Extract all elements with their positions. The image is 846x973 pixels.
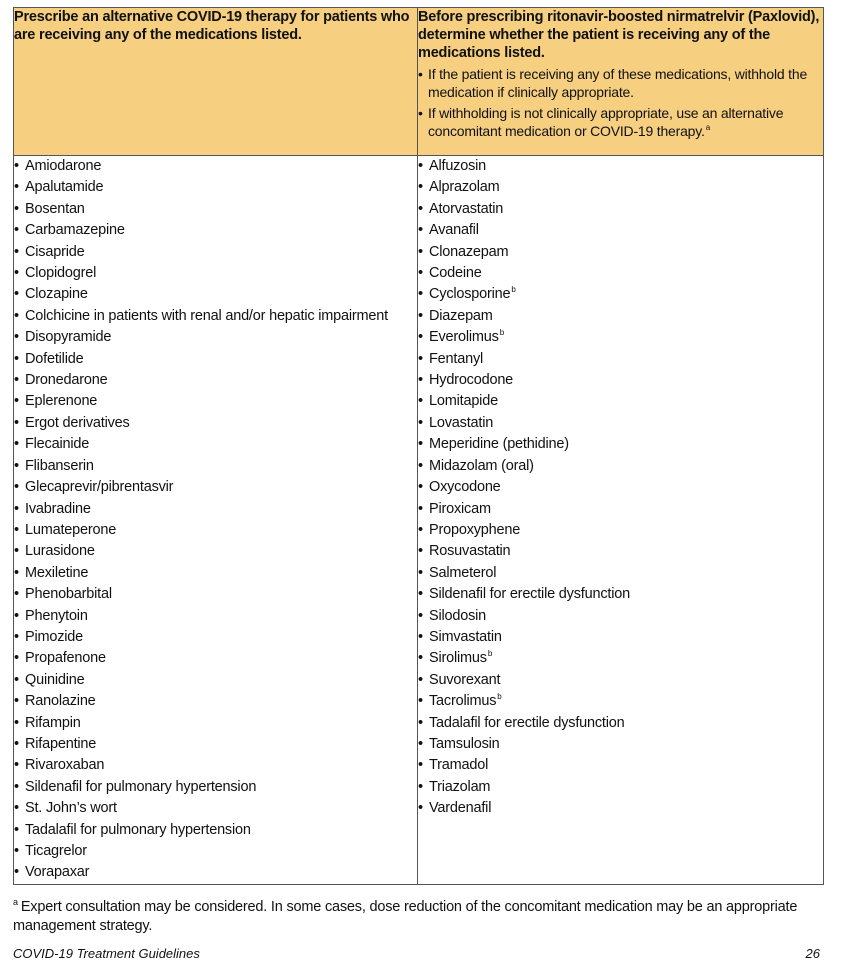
footnote [13,898,813,936]
medication-item-label: Rifampin [25,714,81,731]
header-bullet-label: If the patient is receiving any of these medications, withhold the medication if clinically appropriate. [428,66,808,100]
medication-item-label: Rifapentine [25,735,97,752]
medication-item [418,284,823,305]
medication-item [14,713,417,734]
left-medications-cell [14,156,418,885]
medication-item-label: Tamsulosin [429,735,500,752]
medication-item-label: Clozapine [25,286,88,303]
left-column-header: Prescribe an alternative COVID-19 therapy for patients who are receiving any of the medications listed. [14,8,418,156]
medication-item [418,584,823,605]
medication-item-label: Quinidine [25,671,85,688]
header-bullet [418,65,823,101]
medication-item-label: Colchicine in patients with renal and/or hepatic impairment [25,307,388,324]
medication-item [14,391,417,412]
right-header-intro: Before prescribing ritonavir-boosted nirmatrelvir (Paxlovid), determine whether the patient is receiving any of the medications listed. [418,9,820,61]
medication-item [418,691,823,712]
medication-item [14,370,417,391]
medication-item-label: Dofetilide [25,350,84,367]
medication-item-label: Propafenone [25,650,106,667]
avoid-medications-list [14,156,417,884]
medication-item-label: Disopyramide [25,329,112,346]
medication-item [14,820,417,841]
medication-item [418,456,823,477]
medication-item [418,199,823,220]
medication-item [14,798,417,819]
medication-item-label: Amiodarone [25,158,102,174]
medication-item-label: Bosentan [25,200,85,217]
footnote-reference: b [499,328,504,338]
medication-item [14,284,417,305]
medication-item [418,349,823,370]
medication-item-label: Cisapride [25,243,85,260]
medication-item [14,691,417,712]
medication-item-label: Ivabradine [25,500,91,517]
medication-item-label: Vardenafil [429,800,492,817]
medication-item [14,434,417,455]
medication-item [418,563,823,584]
medication-item [14,520,417,541]
medication-item-label: Glecaprevir/pibrentasvir [25,479,174,496]
footer-document-title: COVID-19 Treatment Guidelines [13,946,200,961]
medication-item-label: Phenobarbital [25,586,112,603]
medication-item-label: Avanafil [429,222,479,239]
medication-item [14,777,417,798]
medication-item-label: Sildenafil for pulmonary hypertension [25,778,257,795]
medication-item [14,841,417,862]
medication-item [418,327,823,348]
footnote-marker: a [13,897,18,907]
medication-item [418,798,823,819]
medication-item [418,734,823,755]
footnote-reference: a [705,123,710,132]
medication-item-label: Ranolazine [25,693,96,710]
medication-item [418,413,823,434]
medication-item-label: Tacrolimus [429,693,497,710]
medication-item [418,648,823,669]
header-bullet-label: If withholding is not clinically appropriate, use an alternative concomitant medication or COVID-19 therapy. [428,105,784,139]
medication-item-label: St. John’s wort [25,800,117,817]
medication-item [418,477,823,498]
medication-item [14,499,417,520]
medication-item-label: Rosuvastatin [429,543,511,560]
medication-item [14,541,417,562]
medication-item-label: Flibanserin [25,457,94,474]
review-medications-list [418,156,823,820]
medication-item-label: Suvorexant [429,671,501,688]
medication-item [14,263,417,284]
medication-item-label: Lomitapide [429,393,498,410]
footnote-text: Expert consultation may be considered. In some cases, dose reduction of the concomitant medication may be an appropriate management strategy. [13,899,798,934]
medication-item-label: Rivaroxaban [25,757,105,774]
medication-item [418,499,823,520]
medication-item-label: Atorvastatin [429,200,504,217]
medication-item-label: Cyclosporine [429,286,511,303]
footer-page-number: 26 [805,946,820,961]
medication-item-label: Tadalafil for erectile dysfunction [429,714,625,731]
medication-item [14,584,417,605]
medication-item [14,670,417,691]
medication-item-label: Dronedarone [25,372,108,389]
medication-item [14,627,417,648]
medication-item [14,242,417,263]
medication-item-label: Triazolam [429,778,491,795]
medication-item-label: Codeine [429,265,482,282]
medication-item-label: Flecainide [25,436,90,453]
footnote-reference: b [511,285,516,295]
medication-item [418,713,823,734]
right-header-bullets [418,65,823,140]
medication-item [418,606,823,627]
medication-item [418,220,823,241]
medication-item-label: Alprazolam [429,179,500,196]
table-header-row [14,8,824,156]
medication-item [418,391,823,412]
medication-item-label: Ticagrelor [25,843,87,859]
medication-item [14,456,417,477]
medication-item-label: Eplerenone [25,393,98,410]
footnote-reference: b [487,649,493,659]
medication-item [418,627,823,648]
right-column-header [418,8,824,156]
medication-item-label: Sildenafil for erectile dysfunction [429,586,630,603]
medication-item-label: Vorapaxar [25,864,90,881]
medication-item [418,156,823,177]
header-bullet [418,104,823,140]
medication-item-label: Clopidogrel [25,265,97,282]
medication-item [418,370,823,391]
medication-item [14,199,417,220]
medication-item-label: Simvastatin [429,628,502,645]
right-medications-cell [418,156,824,885]
medication-item-label: Alfuzosin [429,158,487,174]
medication-item-label: Tadalafil for pulmonary hypertension [25,821,251,838]
medication-item [14,734,417,755]
medication-item-label: Oxycodone [429,479,501,496]
medication-item [14,177,417,198]
medication-item [14,862,417,883]
medication-item-label: Phenytoin [25,607,88,624]
medication-item-label: Lumateperone [25,521,117,538]
medication-item [418,306,823,327]
table-body-row [14,156,824,885]
medication-item-label: Tramadol [429,757,489,774]
medication-item [418,177,823,198]
medication-item [418,777,823,798]
medication-item [14,563,417,584]
medication-item-label: Sirolimus [429,650,487,667]
medication-item-label: Carbamazepine [25,222,125,239]
medication-item [418,242,823,263]
medication-item-label: Clonazepam [429,243,509,260]
medication-item [418,541,823,562]
medication-item-label: Piroxicam [429,500,491,517]
medication-item [418,755,823,776]
medication-item [14,413,417,434]
medication-item [14,327,417,348]
medication-item [418,670,823,691]
medication-item-label: Salmeterol [429,564,497,581]
medication-item [418,263,823,284]
medication-item-label: Silodosin [429,607,487,624]
medication-item-label: Midazolam (oral) [429,457,534,474]
medication-item [14,156,417,177]
medication-item-label: Everolimus [429,329,499,346]
medication-item-label: Propoxyphene [429,521,521,538]
medication-item [14,648,417,669]
medication-item-label: Meperidine (pethidine) [429,436,569,453]
medication-item-label: Fentanyl [429,350,484,367]
medication-item-label: Diazepam [429,307,493,324]
medication-item-label: Apalutamide [25,179,104,196]
medication-item-label: Lovastatin [429,414,494,431]
medication-item [418,434,823,455]
medication-item [14,306,417,327]
medication-item [14,477,417,498]
medication-item [14,220,417,241]
medication-item-label: Lurasidone [25,543,95,560]
medication-item [14,755,417,776]
drug-interaction-table [13,7,824,885]
medication-item-label: Pimozide [25,628,84,645]
footnote-reference: b [497,692,502,702]
medication-item-label: Ergot derivatives [25,414,130,431]
medication-item [418,520,823,541]
medication-item [14,349,417,370]
medication-item [14,606,417,627]
medication-item-label: Mexiletine [25,564,89,581]
medication-item-label: Hydrocodone [429,372,514,389]
